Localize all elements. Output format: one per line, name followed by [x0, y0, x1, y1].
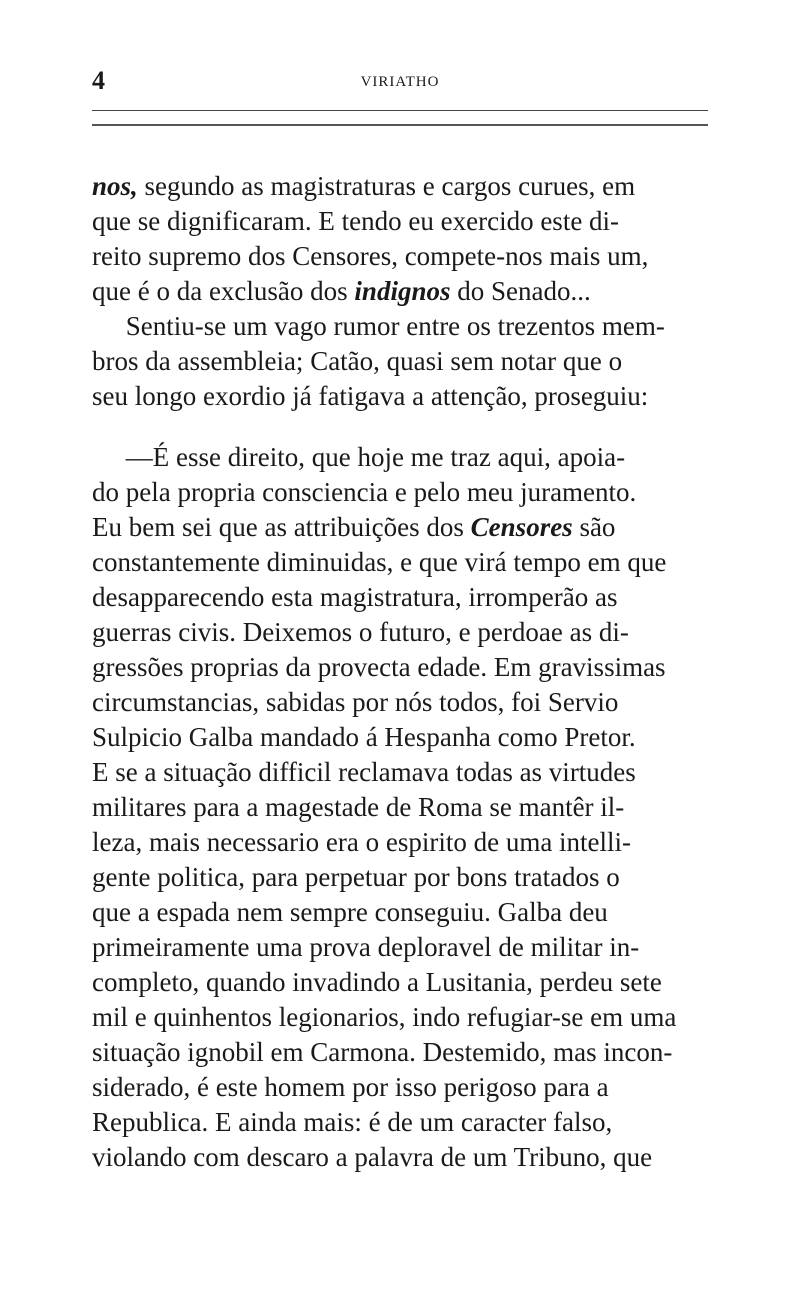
text-line	[92, 825, 708, 860]
text-segment: que se dignificaram. E tendo eu exercido este di-	[92, 206, 620, 236]
text-line	[92, 895, 708, 930]
text-line	[92, 1070, 708, 1105]
text-line	[92, 1035, 708, 1070]
italic-term: Censores	[470, 512, 573, 542]
text-segment: siderado, é este homem por isso perigoso para a	[92, 1072, 609, 1102]
text-line	[92, 580, 708, 615]
text-segment: militares para a magestade de Roma se mantêr il-	[92, 792, 625, 822]
text-segment: desapparecendo esta magistratura, irromperão as	[92, 582, 618, 612]
text-line	[92, 965, 708, 1000]
text-segment: do pela propria consciencia e pelo meu juramento.	[92, 477, 637, 507]
italic-term: indignos	[354, 276, 451, 306]
running-title: VIRIATHO	[360, 74, 440, 90]
text-line	[92, 685, 708, 720]
text-segment: circumstancias, sabidas por nós todos, foi Servio	[92, 687, 619, 717]
text-segment: completo, quando invadindo a Lusitania, perdeu sete	[92, 967, 662, 997]
text-segment: do Senado...	[450, 276, 591, 306]
body-text	[92, 169, 708, 1175]
text-segment: que é o da exclusão dos	[92, 276, 355, 306]
text-line	[92, 204, 708, 239]
text-segment: gente politica, para perpetuar por bons tratados o	[92, 862, 620, 892]
text-segment: mil e quinhentos legionarios, indo refugiar-se em uma	[92, 1002, 677, 1032]
paragraph-gap	[92, 414, 708, 440]
text-line	[92, 1105, 708, 1140]
text-line	[92, 650, 708, 685]
text-segment: seu longo exordio já fatigava a attenção, proseguiu:	[92, 381, 649, 411]
text-segment: leza, mais necessario era o espirito de uma intelli-	[92, 827, 632, 857]
text-segment: situação ignobil em Carmona. Destemido, mas incon-	[92, 1037, 673, 1067]
text-segment: reito supremo dos Censores, compete-nos mais um,	[92, 241, 649, 271]
italic-term: nos,	[92, 171, 138, 201]
text-segment: que a espada nem sempre conseguiu. Galba deu	[92, 897, 608, 927]
text-line	[92, 790, 708, 825]
text-line	[92, 860, 708, 895]
text-segment: são	[572, 512, 616, 542]
text-line	[92, 379, 708, 414]
text-line	[92, 169, 708, 204]
text-segment: Sentiu-se um vago rumor entre os trezentos mem-	[92, 311, 665, 341]
text-segment: Republica. E ainda mais: é de um caracter falso,	[92, 1107, 613, 1137]
paragraph-p3	[92, 440, 708, 1175]
text-line	[92, 720, 708, 755]
text-segment: Sulpicio Galba mandado á Hespanha como Pretor.	[92, 722, 636, 752]
text-line	[92, 344, 708, 379]
page-header	[92, 66, 708, 102]
header-rule-bottom	[92, 124, 708, 126]
text-line	[92, 440, 708, 475]
text-line	[92, 1000, 708, 1035]
header-rule-top	[92, 110, 708, 111]
paragraph-p2	[92, 309, 708, 414]
text-line	[92, 755, 708, 790]
text-line	[92, 615, 708, 650]
text-segment: E se a situação difficil reclamava todas as virtudes	[92, 757, 636, 787]
text-segment: gressões proprias da provecta edade. Em gravissimas	[92, 652, 666, 682]
text-line	[92, 309, 708, 344]
text-line	[92, 274, 708, 309]
text-line	[92, 510, 708, 545]
text-line	[92, 545, 708, 580]
text-segment: bros da assembleia; Catão, quasi sem notar que o	[92, 346, 623, 376]
text-segment: segundo as magistraturas e cargos curues, em	[137, 171, 636, 201]
text-line	[92, 475, 708, 510]
text-line	[92, 1140, 708, 1175]
text-line	[92, 239, 708, 274]
text-segment: guerras civis. Deixemos o futuro, e perdoae as di-	[92, 617, 629, 647]
text-line	[92, 930, 708, 965]
text-segment: Eu bem sei que as attribuições dos	[92, 512, 471, 542]
text-segment: constantemente diminuidas, e que virá tempo em que	[92, 547, 667, 577]
text-segment: —É esse direito, que hoje me traz aqui, apoia-	[92, 442, 626, 472]
text-segment: primeiramente uma prova deploravel de militar in-	[92, 932, 640, 962]
text-segment: violando com descaro a palavra de um Tribuno, que	[92, 1142, 653, 1172]
page-number: 4	[92, 66, 105, 95]
paragraph-p1	[92, 169, 708, 309]
